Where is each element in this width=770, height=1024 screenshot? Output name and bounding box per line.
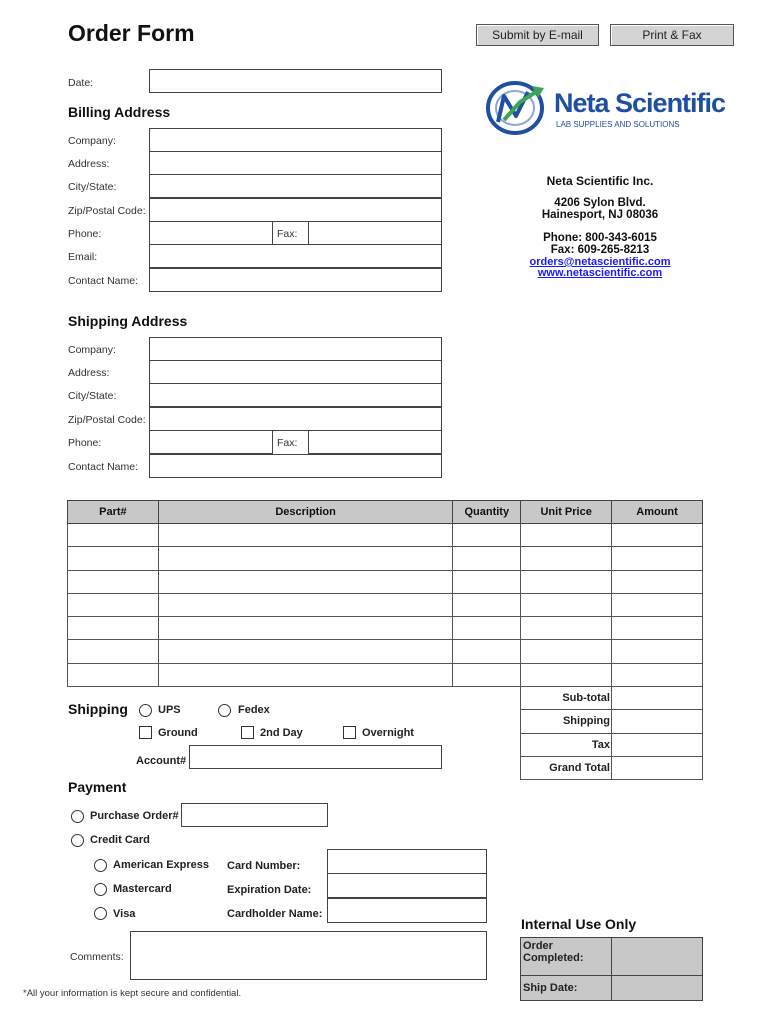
cell-input[interactable]	[68, 570, 159, 593]
cell-input[interactable]	[68, 524, 159, 547]
shipping-company-label: Company:	[68, 344, 116, 356]
comments-label: Comments:	[70, 951, 124, 963]
billing-city-field[interactable]	[149, 174, 442, 198]
company-city: Hainesport, NJ 08036	[541, 209, 659, 221]
table-row	[68, 593, 703, 616]
cell-input[interactable]	[521, 640, 612, 663]
shipping-company-field[interactable]	[149, 337, 442, 361]
billing-address-field[interactable]	[149, 151, 442, 175]
shipping-address-label: Address:	[68, 367, 110, 379]
submit-by-email-button[interactable]: Submit by E-mail	[476, 24, 599, 46]
date-field[interactable]	[149, 69, 442, 93]
amex-radio[interactable]	[94, 859, 107, 872]
account-field[interactable]	[189, 745, 442, 769]
card-number-field[interactable]	[327, 849, 487, 874]
cell-input[interactable]	[158, 593, 452, 616]
cell-input[interactable]	[612, 570, 703, 593]
shipping-fax-label: Fax:	[277, 437, 298, 449]
purchase-order-label: Purchase Order#	[90, 810, 179, 822]
shipping-zip-label: Zip/Postal Code:	[68, 414, 146, 426]
table-row	[68, 570, 703, 593]
cell-input[interactable]	[521, 617, 612, 640]
payment-heading: Payment	[68, 779, 127, 795]
shipping-phone-field[interactable]	[149, 430, 273, 454]
shipping-total-field[interactable]	[612, 710, 703, 733]
cell-input[interactable]	[158, 640, 452, 663]
amex-label: American Express	[113, 859, 209, 871]
ground-checkbox[interactable]	[139, 726, 152, 739]
cell-input[interactable]	[612, 640, 703, 663]
col-quantity: Quantity	[453, 501, 521, 524]
col-description: Description	[158, 501, 452, 524]
overnight-label: Overnight	[362, 727, 414, 739]
shipping-address-heading: Shipping Address	[68, 313, 188, 329]
cell-input[interactable]	[453, 547, 521, 570]
cell-input[interactable]	[521, 524, 612, 547]
purchase-order-radio[interactable]	[71, 810, 84, 823]
cell-input[interactable]	[158, 617, 452, 640]
page-title: Order Form	[68, 20, 195, 46]
billing-company-field[interactable]	[149, 128, 442, 152]
tax-field[interactable]	[612, 733, 703, 756]
fedex-radio[interactable]	[218, 704, 231, 717]
account-label: Account#	[136, 755, 187, 767]
order-completed-field[interactable]	[612, 938, 703, 976]
neta-logo	[486, 80, 726, 136]
cell-input[interactable]	[158, 547, 452, 570]
shipping-method-heading: Shipping	[68, 701, 128, 717]
neta-logo-icon	[486, 80, 550, 136]
tax-label: Tax	[521, 733, 612, 756]
ups-radio[interactable]	[139, 704, 152, 717]
cell-input[interactable]	[453, 663, 521, 686]
cell-input[interactable]	[521, 570, 612, 593]
shipping-contact-field[interactable]	[149, 454, 442, 478]
ship-date-field[interactable]	[612, 976, 703, 1001]
cell-input[interactable]	[68, 640, 159, 663]
company-name: Neta Scientific Inc.	[546, 174, 654, 188]
second-day-checkbox[interactable]	[241, 726, 254, 739]
billing-city-label: City/State:	[68, 181, 117, 193]
cell-input[interactable]	[612, 617, 703, 640]
col-amount: Amount	[612, 501, 703, 524]
ground-label: Ground	[158, 727, 198, 739]
cell-input[interactable]	[521, 593, 612, 616]
items-table	[67, 500, 703, 687]
cell-input[interactable]	[612, 593, 703, 616]
credit-card-label: Credit Card	[90, 834, 150, 846]
shipping-city-label: City/State:	[68, 390, 117, 402]
billing-company-label: Company:	[68, 135, 116, 147]
cardholder-label: Cardholder Name:	[227, 908, 323, 920]
company-fax: Fax: 609-265-8213	[550, 244, 650, 256]
credit-card-radio[interactable]	[71, 834, 84, 847]
order-completed-label: Order Completed:	[521, 938, 612, 976]
table-row	[68, 640, 703, 663]
billing-zip-field[interactable]	[149, 198, 442, 222]
print-and-fax-button[interactable]: Print & Fax	[610, 24, 734, 46]
subtotal-field[interactable]	[612, 687, 703, 710]
overnight-checkbox[interactable]	[343, 726, 356, 739]
grand-total-field[interactable]	[612, 756, 703, 779]
table-row	[68, 547, 703, 570]
cell-input[interactable]	[612, 524, 703, 547]
cell-input[interactable]	[158, 524, 452, 547]
comments-field[interactable]	[130, 931, 487, 980]
shipping-address-field[interactable]	[149, 360, 442, 384]
cell-input[interactable]	[453, 524, 521, 547]
shipping-phone-label: Phone:	[68, 437, 102, 449]
cell-input[interactable]	[453, 593, 521, 616]
cell-input[interactable]	[158, 570, 452, 593]
billing-zip-label: Zip/Postal Code:	[68, 205, 146, 217]
company-website-link[interactable]: www.netascientific.com	[537, 267, 663, 279]
expiration-field[interactable]	[327, 873, 487, 898]
ups-label: UPS	[158, 704, 181, 716]
second-day-label: 2nd Day	[260, 727, 303, 739]
footer-note: *All your information is kept secure and confidential.	[23, 988, 242, 999]
subtotal-label: Sub-total	[521, 687, 612, 710]
internal-use-table	[520, 937, 703, 1001]
cell-input[interactable]	[453, 617, 521, 640]
shipping-fax-field[interactable]	[308, 430, 442, 454]
cell-input[interactable]	[68, 663, 159, 686]
ship-date-label: Ship Date:	[521, 976, 612, 1001]
grand-total-label: Grand Total	[521, 756, 612, 779]
cell-input[interactable]	[68, 617, 159, 640]
billing-contact-label: Contact Name:	[68, 275, 139, 287]
cell-input[interactable]	[612, 663, 703, 686]
billing-fax-field[interactable]	[308, 221, 442, 245]
billing-address-label: Address:	[68, 158, 110, 170]
company-street: 4206 Sylon Blvd.	[554, 197, 646, 209]
mastercard-radio[interactable]	[94, 883, 107, 896]
billing-fax-label: Fax:	[277, 228, 298, 240]
billing-phone-label: Phone:	[68, 228, 102, 240]
logo-name: Neta Scientific	[554, 88, 726, 118]
fedex-label: Fedex	[238, 704, 270, 716]
cell-input[interactable]	[453, 640, 521, 663]
billing-address-heading: Billing Address	[68, 104, 171, 120]
table-row	[68, 524, 703, 547]
totals-table	[520, 686, 703, 780]
mastercard-label: Mastercard	[113, 883, 172, 895]
cell-input[interactable]	[68, 547, 159, 570]
cell-input[interactable]	[612, 547, 703, 570]
expiration-label: Expiration Date:	[227, 884, 312, 896]
company-email-link[interactable]: orders@netascientific.com	[529, 256, 671, 268]
billing-email-field[interactable]	[149, 244, 442, 268]
shipping-zip-field[interactable]	[149, 407, 442, 431]
shipping-contact-label: Contact Name:	[68, 461, 139, 473]
cell-input[interactable]	[158, 663, 452, 686]
table-row	[68, 617, 703, 640]
billing-contact-field[interactable]	[149, 268, 442, 292]
shipping-total-label: Shipping	[521, 710, 612, 733]
visa-label: Visa	[113, 908, 136, 920]
cell-input[interactable]	[453, 570, 521, 593]
purchase-order-field[interactable]	[181, 803, 328, 827]
shipping-city-field[interactable]	[149, 383, 442, 407]
table-row	[68, 663, 703, 686]
cell-input[interactable]	[521, 663, 612, 686]
internal-use-heading: Internal Use Only	[521, 916, 637, 932]
card-number-label: Card Number:	[227, 860, 301, 872]
company-phone: Phone: 800-343-6015	[543, 232, 657, 244]
cell-input[interactable]	[68, 593, 159, 616]
logo-tagline: LAB SUPPLIES AND SOLUTIONS	[556, 120, 680, 129]
col-part: Part#	[68, 501, 159, 524]
cell-input[interactable]	[521, 547, 612, 570]
date-label: Date:	[68, 77, 94, 89]
billing-email-label: Email:	[68, 251, 98, 263]
cardholder-field[interactable]	[327, 898, 487, 923]
visa-radio[interactable]	[94, 907, 107, 920]
col-unit-price: Unit Price	[521, 501, 612, 524]
billing-phone-field[interactable]	[149, 221, 273, 245]
